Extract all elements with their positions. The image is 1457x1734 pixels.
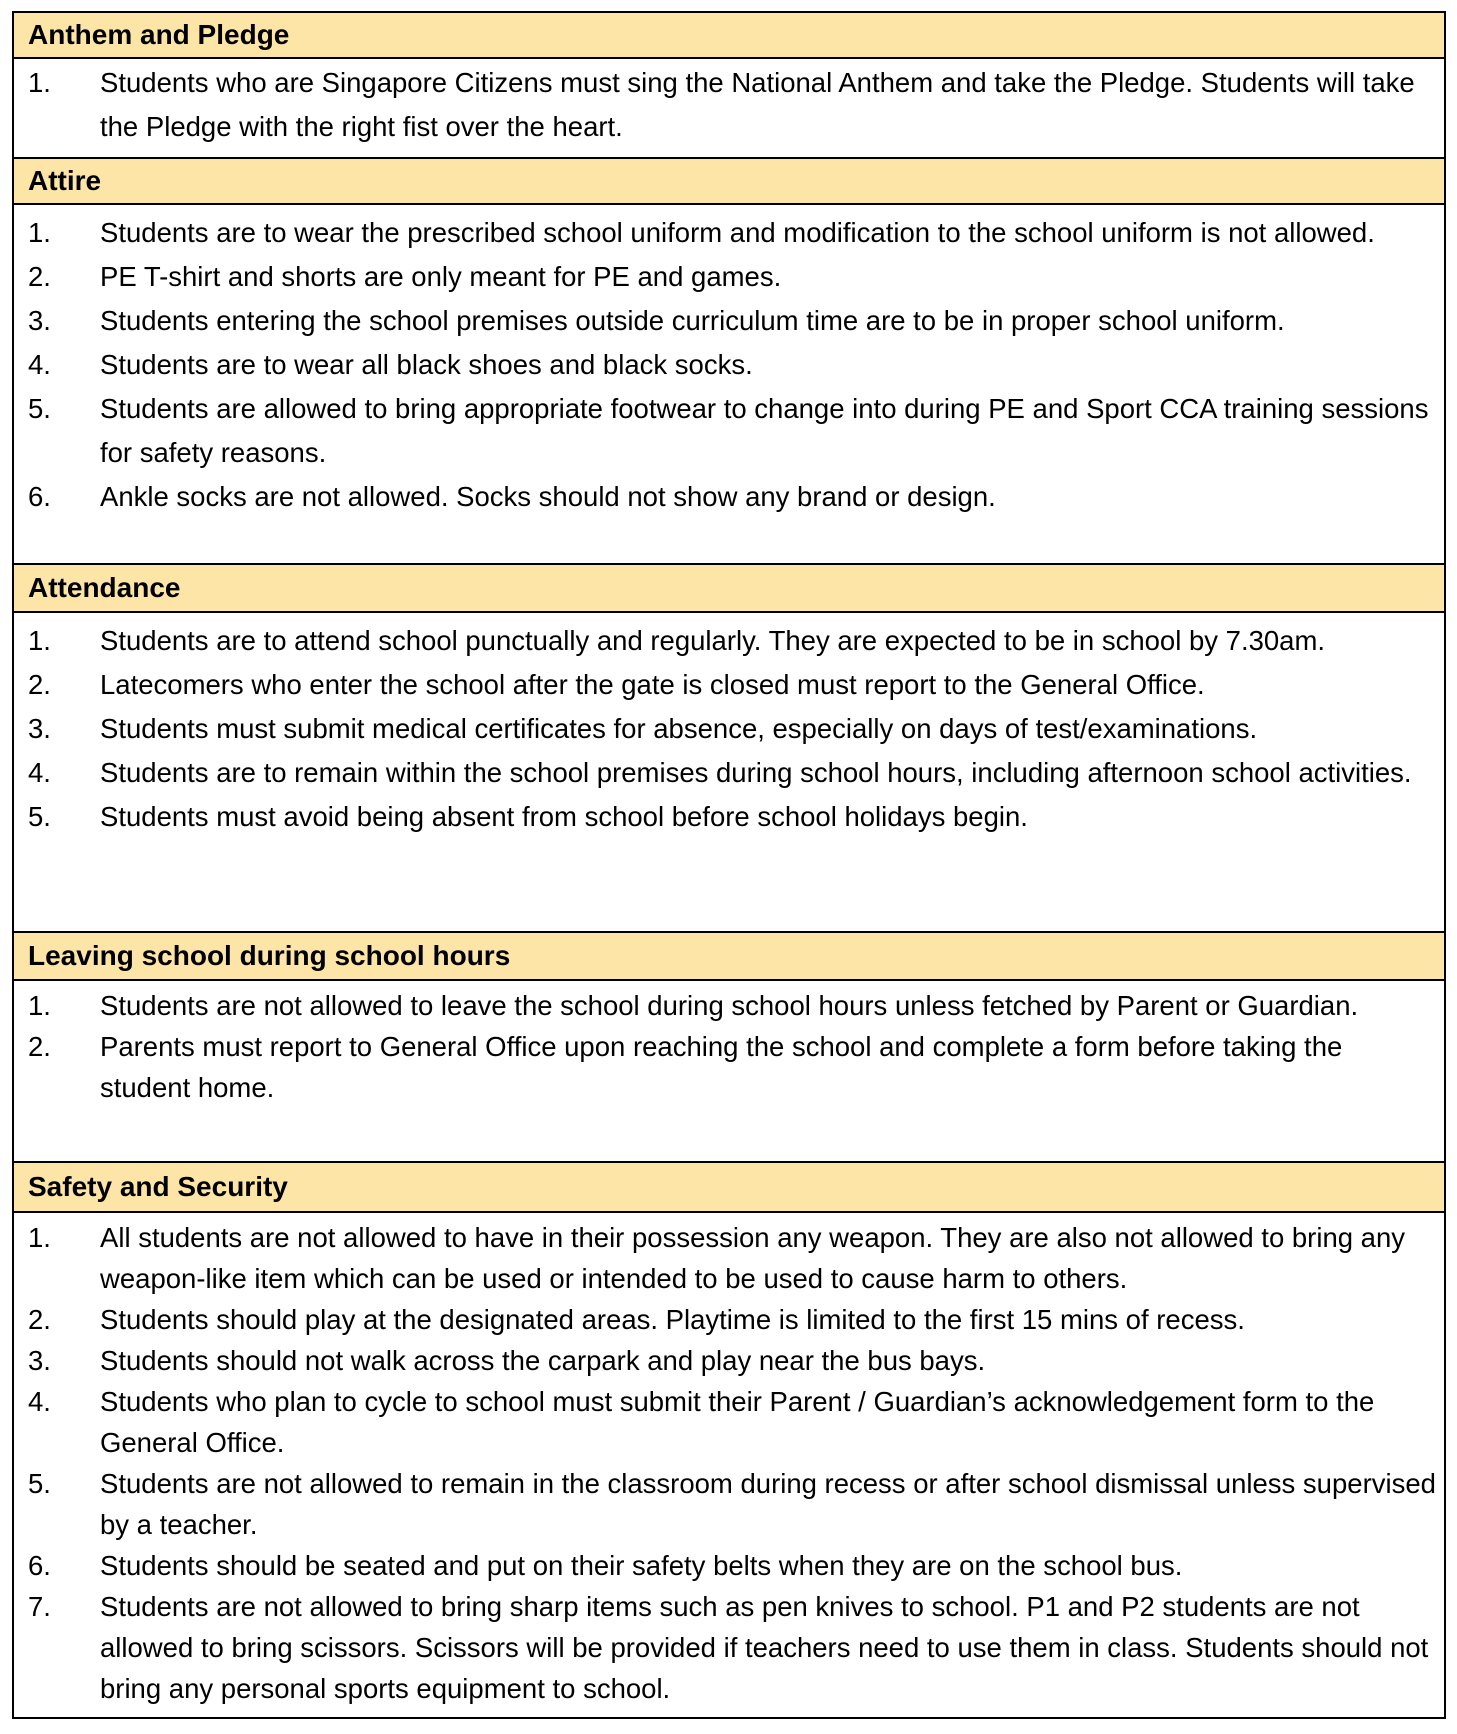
list-item: [14, 985, 1444, 1026]
list-item: [14, 1026, 1444, 1108]
item-text: Students are allowed to bring appropriate footwear to change into during PE and Sport CCA training sessions for safety reasons.: [100, 393, 1429, 468]
item-text: Parents must report to General Office upon reaching the school and complete a form before taking the student home.: [100, 1031, 1343, 1103]
item-number: 3.: [28, 1345, 51, 1376]
item-text: All students are not allowed to have in their possession any weapon. They are also not allowed to bring any weapon-like item which can be used or intended to be used to cause harm to others.: [100, 1222, 1406, 1294]
item-number: 6.: [28, 481, 51, 512]
item-number: 6.: [28, 1550, 51, 1581]
item-text: Students are not allowed to remain in the classroom during recess or after school dismissal unless supervised by a teacher.: [100, 1468, 1436, 1540]
item-number: 4.: [28, 757, 51, 788]
item-number: 3.: [28, 713, 51, 744]
item-text: PE T-shirt and shorts are only meant for PE and games.: [100, 261, 782, 292]
section-body-leaving-school: [14, 981, 1444, 1163]
item-text: Students should play at the designated areas. Playtime is limited to the first 15 mins of recess.: [100, 1304, 1245, 1335]
list-item: [14, 255, 1444, 299]
item-text: Students who are Singapore Citizens must sing the National Anthem and take the Pledge. Students will take the Pledge with the right fist over the heart.: [100, 67, 1415, 142]
list-item: [14, 707, 1444, 751]
item-number: 3.: [28, 305, 51, 336]
item-number: 1.: [28, 625, 51, 656]
item-text: Ankle socks are not allowed. Socks should not show any brand or design.: [100, 481, 996, 512]
item-text: Students are not allowed to leave the school during school hours unless fetched by Parent or Guardian.: [100, 990, 1359, 1021]
item-text: Students must avoid being absent from school before school holidays begin.: [100, 801, 1028, 832]
section-header-anthem-and-pledge: [14, 13, 1444, 59]
item-text: Students are to remain within the school premises during school hours, including afternoon school activities.: [100, 757, 1412, 788]
list-item: [14, 299, 1444, 343]
item-number: 2.: [28, 1304, 51, 1335]
item-number: 5.: [28, 393, 51, 424]
list-item: [14, 1381, 1444, 1463]
section-header-safety-and-security: [14, 1163, 1444, 1213]
item-number: 4.: [28, 1386, 51, 1417]
item-text: Students must submit medical certificates for absence, especially on days of test/examinations.: [100, 713, 1258, 744]
item-text: Students are not allowed to bring sharp items such as pen knives to school. P1 and P2 students are not allowed to bring scissors. Scissors will be provided if teachers need to use them in class. Students should not bring any personal sports equipment to school.: [100, 1591, 1429, 1704]
list-item: [14, 475, 1444, 519]
item-text: Students should not walk across the carpark and play near the bus bays.: [100, 1345, 986, 1376]
list-item: [14, 751, 1444, 795]
section-title: Attire: [28, 165, 102, 196]
item-number: 4.: [28, 349, 51, 380]
rules-document: [12, 11, 1446, 1719]
list-item: [14, 1545, 1444, 1586]
item-text: Latecomers who enter the school after the gate is closed must report to the General Office.: [100, 669, 1205, 700]
item-text: Students are to wear all black shoes and black socks.: [100, 349, 753, 380]
list-item: [14, 1463, 1444, 1545]
list-item: [14, 1299, 1444, 1340]
list-item: [14, 619, 1444, 663]
item-number: 2.: [28, 669, 51, 700]
item-text: Students should be seated and put on their safety belts when they are on the school bus.: [100, 1550, 1183, 1581]
section-title: Safety and Security: [28, 1171, 288, 1202]
item-number: 7.: [28, 1591, 51, 1622]
item-number: 5.: [28, 1468, 51, 1499]
item-number: 5.: [28, 801, 51, 832]
section-title: Anthem and Pledge: [28, 19, 290, 50]
section-header-attire: [14, 159, 1444, 205]
list-item: [14, 61, 1444, 149]
list-item: [14, 211, 1444, 255]
list-item: [14, 795, 1444, 839]
item-text: Students who plan to cycle to school must submit their Parent / Guardian’s acknowledgement form to the General Office.: [100, 1386, 1375, 1458]
item-number: 1.: [28, 1222, 51, 1253]
item-number: 1.: [28, 217, 51, 248]
list-item: [14, 1586, 1444, 1709]
section-body-attire: [14, 205, 1444, 565]
item-text: Students are to attend school punctually and regularly. They are expected to be in school by 7.30am.: [100, 625, 1326, 656]
section-body-safety-and-security: [14, 1213, 1444, 1717]
list-item: [14, 1340, 1444, 1381]
item-number: 2.: [28, 1031, 51, 1062]
list-item: [14, 1217, 1444, 1299]
section-title: Attendance: [28, 572, 181, 603]
item-text: Students are to wear the prescribed school uniform and modification to the school uniform is not allowed.: [100, 217, 1375, 248]
item-number: 1.: [28, 990, 51, 1021]
item-text: Students entering the school premises outside curriculum time are to be in proper school uniform.: [100, 305, 1285, 336]
list-item: [14, 663, 1444, 707]
section-body-attendance: [14, 613, 1444, 933]
item-number: 2.: [28, 261, 51, 292]
item-number: 1.: [28, 67, 51, 98]
list-item: [14, 343, 1444, 387]
section-title: Leaving school during school hours: [28, 940, 511, 971]
section-header-attendance: [14, 565, 1444, 613]
section-header-leaving-school: [14, 933, 1444, 981]
section-body-anthem-and-pledge: [14, 59, 1444, 159]
list-item: [14, 387, 1444, 475]
